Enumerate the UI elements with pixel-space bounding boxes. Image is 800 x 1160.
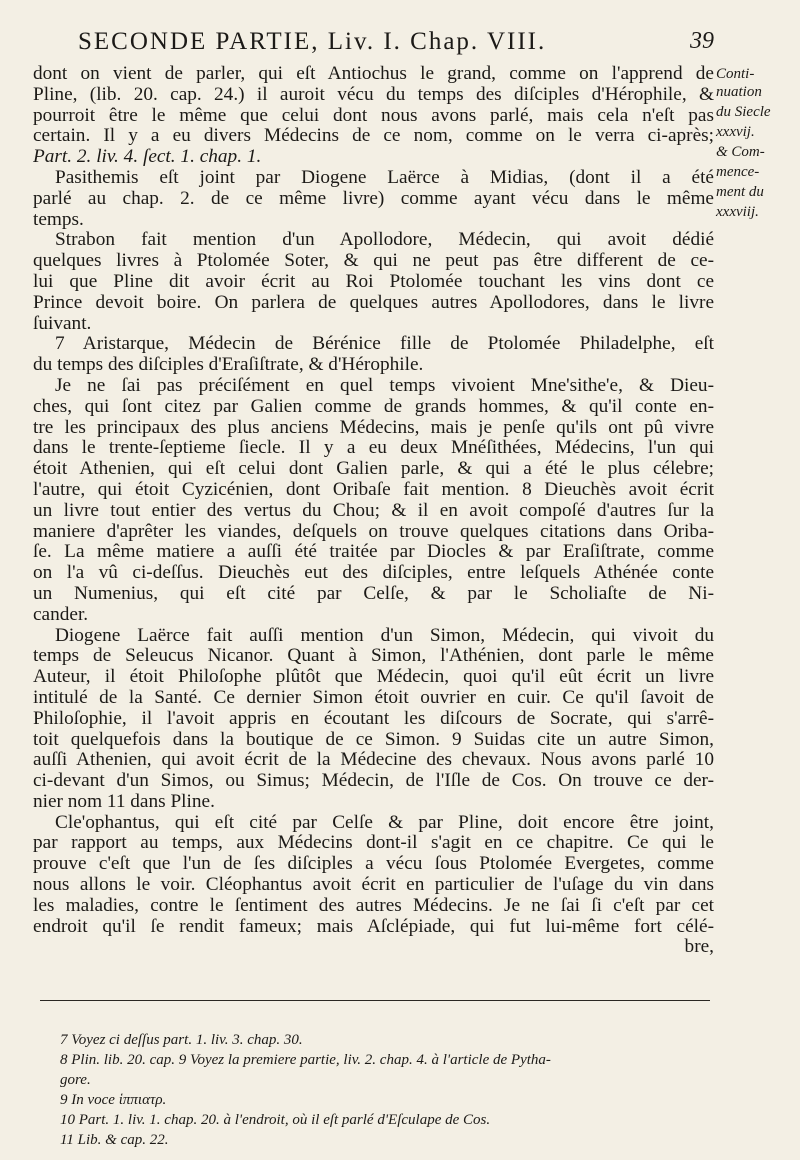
- text-line: Strabon fait mention d'un Apollodore, Médecin, qui avoit dédié: [55, 230, 714, 251]
- text-line: Pasithemis eſt joint par Diogene Laërce à Midias, (dont il a été: [55, 167, 714, 188]
- body-text: [33, 64, 714, 958]
- text-line: maniere d'aprêter les viandes, deſquels on trouve quelques citations dans Oriba-: [33, 521, 714, 542]
- margin-note-4: xxxvij.: [716, 124, 755, 140]
- text-line: l'autre, qui étoit Cyzicénien, dont Oribaſe fait mention. 8 Dieuchès avoit écrit: [33, 479, 714, 500]
- text-line: par rapport au temps, aux Médecins dont-il s'agit en ce chapitre. Ce qui le: [33, 833, 714, 854]
- margin-note-3: du Siecle: [716, 104, 771, 120]
- text-line: toit quelquefois dans la boutique de ce Simon. 9 Suidas cite un autre Simon,: [33, 729, 714, 750]
- text-line: ſe. La même matiere a auſſi été traitée par Diocles & par Eraſiſtrate, comme: [33, 542, 714, 563]
- text-line: un Numenius, qui eſt cité par Celſe, & par le Scholiaſte de Ni-: [33, 583, 714, 604]
- text-line: on l'a vû ci-deſſus. Dieuchès eut des diſciples, entre leſquels Athénée conte: [33, 563, 714, 584]
- catchword: bre,: [684, 937, 714, 958]
- text-line: tre les principaux des plus anciens Médecins, mais je penſe qu'ils ont pû vivre: [33, 417, 714, 438]
- text-line: quelques livres à Ptolomée Soter, & qui ne peut pas être different de ce-: [33, 251, 714, 272]
- text-line: Je ne ſai pas préciſément en quel temps vivoient Mne'sithe'e, & Dieu-: [55, 375, 714, 396]
- text-line: Cle'ophantus, qui eſt cité par Celſe & par Pline, doit encore être joint,: [55, 812, 714, 833]
- text-line: auſſi Athenien, qui avoit écrit de la Médecine des chevaux. Nous avons parlé 10: [33, 750, 714, 771]
- text-line: un livre tout entier des vertus du Chou; & il en avoit compoſé d'autres ſur la: [33, 500, 714, 521]
- text-line: nier nom 11 dans Pline.: [33, 791, 215, 812]
- text-line: Diogene Laërce fait auſſi mention d'un Simon, Médecin, qui vivoit du: [55, 625, 714, 646]
- text-line: ci-devant d'un Simos, ou Simus; Médecin, de l'Iſle de Cos. On trouve ce der-: [33, 771, 714, 792]
- footnote: gore.: [60, 1072, 91, 1088]
- footnotes: [60, 1030, 710, 1150]
- text-line: Philoſophie, il l'avoit appris en écoutant les diſcours de Socrate, qui s'arrê-: [33, 708, 714, 729]
- footnote: 8 Plin. lib. 20. cap. 9 Voyez la premiere partie, liv. 2. chap. 4. à l'article de Pytha-: [60, 1052, 551, 1068]
- text-line: intitulé de la Santé. Ce dernier Simon étoit ouvrier en cuir. Ce qu'il ſavoit de: [33, 687, 714, 708]
- text-line: pourroit être le même que celui dont nous avons parlé, mais cela n'eſt pas: [33, 105, 714, 126]
- text-line: étoit Athenien, qui eſt celui dont Galien parle, & qui a été le plus célebre;: [33, 459, 714, 480]
- margin-note-2: nuation: [716, 84, 762, 100]
- text-line: Prince devoit boire. On parlera de quelques autres Apollodores, dans le livre: [33, 292, 714, 313]
- text-line: prouve c'eſt que l'un de ſes diſciples a vécu ſous Ptolomée Evergetes, comme: [33, 854, 714, 875]
- text-line: du temps des diſciples d'Eraſiſtrate, & d'Hérophile.: [33, 355, 424, 376]
- text-line: parlé au chap. 2. de ce même livre) comme ayant vécu dans le même: [33, 188, 714, 209]
- text-line: les maladies, contre le ſentiment des autres Médecins. Je ne ſai ſi c'eſt par cet: [33, 895, 714, 916]
- page-number: 39: [690, 28, 714, 54]
- text-line: ſuivant.: [33, 313, 92, 334]
- text-line: cander.: [33, 604, 89, 625]
- text-line: dans le trente-ſeptieme ſiecle. Il y a eu deux Mnéſithées, Médecins, l'un qui: [33, 438, 714, 459]
- margin-note-6: mence-: [716, 164, 760, 180]
- text-line: temps.: [33, 209, 84, 230]
- footnote-divider: [40, 1000, 710, 1001]
- footnote: 7 Voyez ci deſſus part. 1. liv. 3. chap. 30.: [60, 1032, 303, 1048]
- margin-note-5: & Com-: [716, 144, 765, 160]
- text-line: Auteur, il étoit Philoſophe plûtôt que Médecin, quoi qu'il eût écrit un livre: [33, 667, 714, 688]
- text-line: temps de Seleucus Nicanor. Quant à Simon, l'Athénien, dont parle le même: [33, 646, 714, 667]
- margin-note-8: xxxviij.: [716, 204, 759, 220]
- margin-note-1: Conti-: [716, 66, 755, 82]
- text-line: lui que Pline dit avoir écrit au Roi Ptolomée touchant les vins dont ce: [33, 271, 714, 292]
- text-line: Pline, (lib. 20. cap. 24.) il auroit vécu du temps des diſciples d'Hérophile, &: [33, 84, 714, 105]
- page-header: [78, 28, 714, 62]
- text-line: certain. Il y a eu divers Médecins de ce nom, comme on le verra ci-après;: [33, 126, 714, 147]
- text-line: nous allons le voir. Cléophantus avoit écrit en particulier de l'uſage du vin dans: [33, 875, 714, 896]
- footnote: 9 In voce ἱππιατρ.: [60, 1092, 167, 1108]
- footnote: 11 Lib. & cap. 22.: [60, 1132, 169, 1148]
- text-line: endroit qu'il ſe rendit fameux; mais Aſclépiade, qui fut lui-même fort célé-: [33, 916, 714, 937]
- text-line: Part. 2. liv. 4. ſect. 1. chap. 1.: [33, 147, 262, 168]
- margin-note-7: ment du: [716, 184, 764, 200]
- text-line: 7 Aristarque, Médecin de Bérénice fille de Ptolomée Philadelphe, eſt: [55, 334, 714, 355]
- text-line: ches, qui ſont citez par Galien comme de grands hommes, & qu'il conte en-: [33, 396, 714, 417]
- footnote: 10 Part. 1. liv. 1. chap. 20. à l'endroit, où il eſt parlé d'Eſculape de Cos.: [60, 1112, 491, 1128]
- running-title: SECONDE PARTIE, Liv. I. Chap. VIII.: [78, 28, 547, 55]
- text-line: dont on vient de parler, qui eſt Antiochus le grand, comme on l'apprend de: [33, 64, 714, 84]
